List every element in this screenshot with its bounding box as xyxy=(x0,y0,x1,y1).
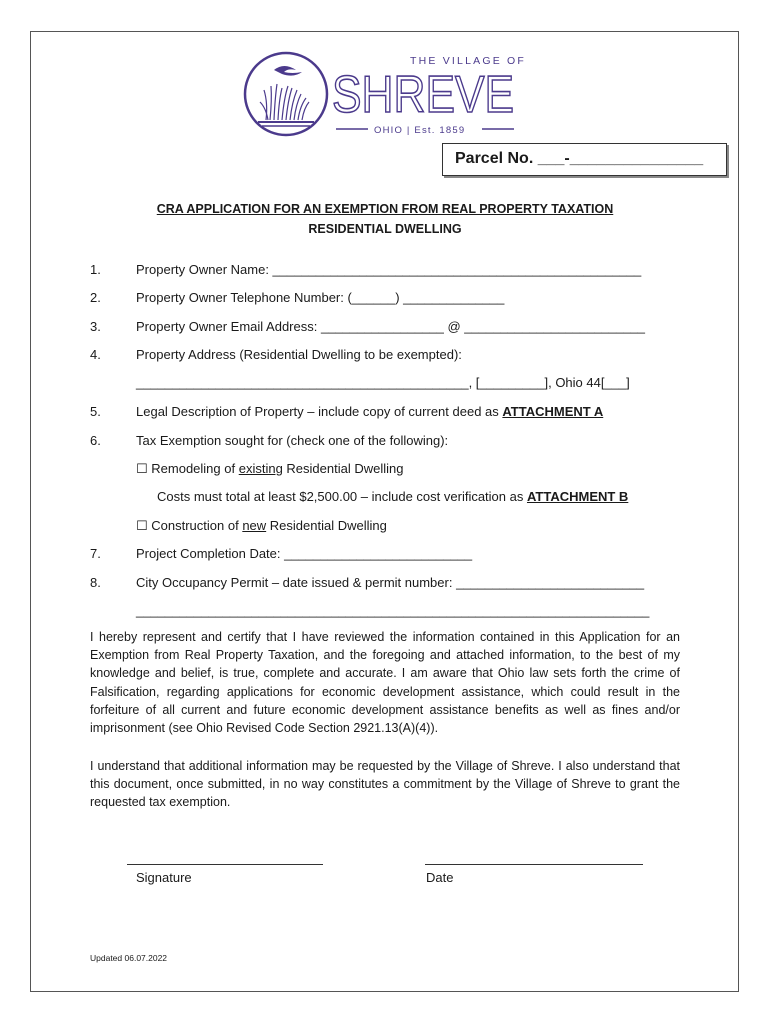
logo-top-text: THE VILLAGE OF xyxy=(410,55,526,67)
item-number: 6. xyxy=(90,433,101,448)
reeds-icon xyxy=(258,84,314,126)
property-address-label: Property Address (Residential Dwelling to be exempted): xyxy=(136,347,462,362)
construct-text-end: Residential Dwelling xyxy=(266,518,387,533)
date-line[interactable] xyxy=(425,864,643,865)
item-number: 7. xyxy=(90,546,101,561)
construct-text: Construction of xyxy=(147,518,243,533)
occupancy-permit-line[interactable]: _______________________________________________________________________ xyxy=(136,603,650,618)
item-number: 2. xyxy=(90,290,101,305)
item-number: 3. xyxy=(90,319,101,334)
costs-note xyxy=(157,489,628,504)
costs-text: Costs must total at least $2,500.00 – include cost verification as xyxy=(157,489,527,504)
updated-date: Updated 06.07.2022 xyxy=(90,953,168,963)
parcel-number-field[interactable]: Parcel No. ___-_______________ xyxy=(442,143,727,176)
item-number: 1. xyxy=(90,262,101,277)
remodel-text-end: Residential Dwelling xyxy=(282,461,404,476)
exemption-type-label: Tax Exemption sought for (check one of the following): xyxy=(136,433,449,448)
form-title: CRA APPLICATION FOR AN EXEMPTION FROM REAL PROPERTY TAXATION xyxy=(156,202,614,216)
signature-label: Signature xyxy=(136,870,192,885)
item-number: 4. xyxy=(90,347,101,362)
item-number: 5. xyxy=(90,404,101,419)
form-subtitle: RESIDENTIAL DWELLING xyxy=(308,222,462,236)
legal-description-text: Legal Description of Property – include copy of current deed as xyxy=(136,404,503,419)
understanding-paragraph: I understand that additional information may be requested by the Village of Shreve. I also understand that this document, once submitted, in no way constitutes a commitment by the Village of Shreve to grant the requested tax exemption. xyxy=(90,759,680,810)
property-address-field[interactable]: ______________________________________________, [_________], Ohio 44[___] xyxy=(136,375,630,390)
checkbox-icon[interactable]: ☐ xyxy=(136,518,148,533)
village-logo xyxy=(244,48,526,140)
remodel-option[interactable] xyxy=(136,461,403,477)
completion-date-field[interactable]: Project Completion Date: __________________________ xyxy=(136,546,473,561)
owner-phone-field[interactable]: Property Owner Telephone Number: (______) ______________ xyxy=(136,290,505,305)
owner-email-field[interactable]: Property Owner Email Address: _________________ @ _________________________ xyxy=(136,319,646,334)
logo-sub-text: OHIO | Est. 1859 xyxy=(374,125,466,136)
signature-line[interactable] xyxy=(127,864,323,865)
occupancy-permit-field[interactable]: City Occupancy Permit – date issued & permit number: __________________________ xyxy=(136,575,645,590)
remodel-text: Remodeling of xyxy=(147,461,239,476)
construction-option[interactable] xyxy=(136,518,387,534)
attachment-a-label: ATTACHMENT A xyxy=(502,404,604,419)
legal-description-item xyxy=(136,404,603,419)
certification-paragraph: I hereby represent and certify that I have reviewed the information contained in this Application for an Exemption from Real Property Taxation, and the foregoing and attached information, to the best of my knowledge and belief, is true, complete and accurate. I am aware that Ohio law sets forth the crime of Falsification, regarding applications for economic development assistance, which could result in the forfeiture of all current and future economic development assistance benefits as well as fines and/or imprisonment (see Ohio Revised Code Section 2921.13(A)(4)). xyxy=(90,630,680,736)
logo-name: SHREVE xyxy=(332,66,514,124)
date-label: Date xyxy=(426,870,454,885)
item-number: 8. xyxy=(90,575,101,590)
remodel-existing: existing xyxy=(238,461,283,476)
construct-new: new xyxy=(242,518,267,533)
owner-name-field[interactable]: Property Owner Name: ___________________________________________________ xyxy=(136,262,642,277)
checkbox-icon[interactable]: ☐ xyxy=(136,461,148,476)
bird-icon xyxy=(274,66,302,76)
attachment-b-label: ATTACHMENT B xyxy=(526,489,629,504)
